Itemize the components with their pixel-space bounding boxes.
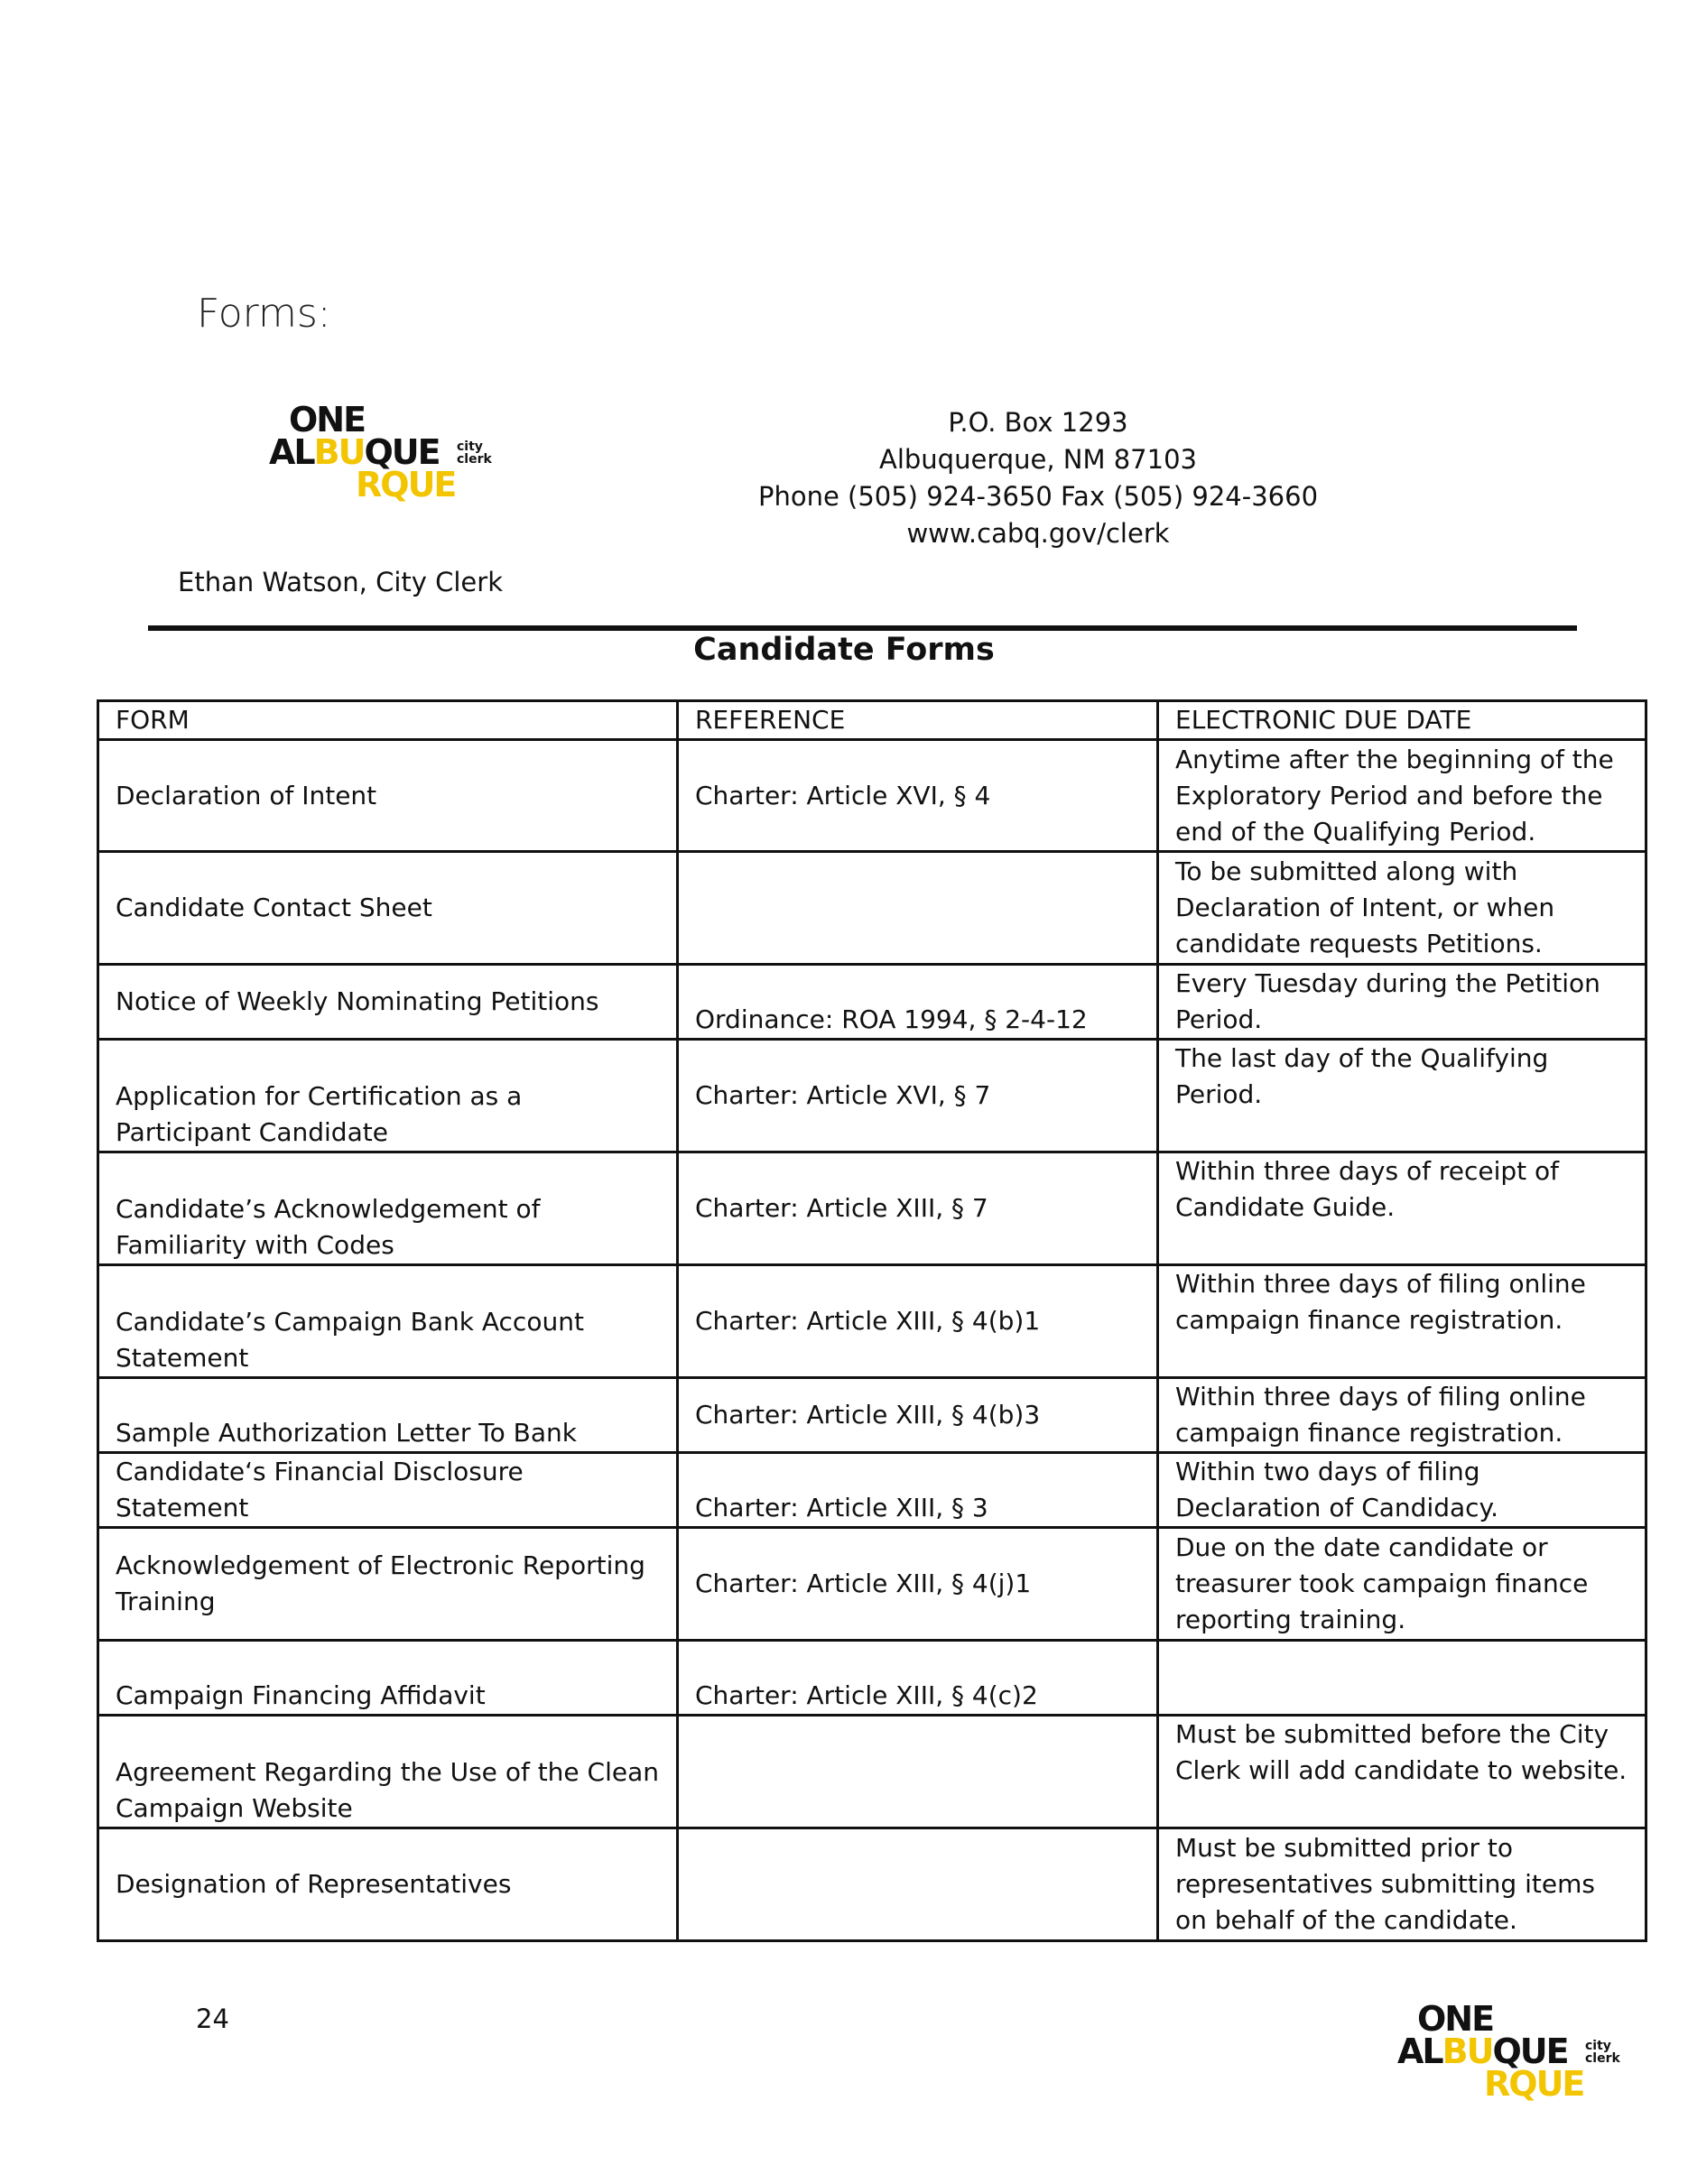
table-row bbox=[98, 1716, 1646, 1828]
logo-sub-city: city bbox=[457, 440, 483, 454]
candidate-forms-table bbox=[97, 699, 1647, 1942]
logo-line-one: ONE bbox=[1417, 1999, 1494, 2039]
logo-line-rque: RQUE bbox=[356, 465, 456, 504]
cell-due: Anytime after the beginning of the Exploratory Period and before the end of the Qualifying Period. bbox=[1158, 740, 1646, 852]
city-clerk-name: Ethan Watson, City Clerk bbox=[178, 567, 503, 597]
cell-form: Sample Authorization Letter To Bank bbox=[98, 1378, 678, 1453]
logo-sub-city: city bbox=[1585, 2039, 1611, 2053]
cell-due: Within three days of filing online campaign finance registration. bbox=[1158, 1265, 1646, 1378]
cell-due: Within two days of filing Declaration of Candidacy. bbox=[1158, 1453, 1646, 1528]
cell-reference: Charter: Article XIII, § 4(j)1 bbox=[678, 1528, 1158, 1641]
logo-line-albuque: ALBUQUE bbox=[1397, 2031, 1568, 2071]
table-title: Candidate Forms bbox=[693, 632, 995, 668]
header-due-date: ELECTRONIC DUE DATE bbox=[1158, 701, 1646, 740]
cell-reference: Charter: Article XIII, § 7 bbox=[678, 1152, 1158, 1265]
table-row bbox=[98, 1265, 1646, 1378]
cell-form: Campaign Financing Affidavit bbox=[98, 1641, 678, 1716]
logo-line-albuque: ALBUQUE bbox=[269, 432, 440, 472]
address-po-box: P.O. Box 1293 bbox=[948, 407, 1128, 438]
logo-sub-clerk: clerk bbox=[1585, 2051, 1620, 2066]
cell-due: Within three days of filing online campaign finance registration. bbox=[1158, 1378, 1646, 1453]
cell-reference bbox=[678, 1716, 1158, 1828]
table-row bbox=[98, 1453, 1646, 1528]
cell-form: Candidate‘s Financial Disclosure Statement bbox=[98, 1453, 678, 1528]
header-form: FORM bbox=[98, 701, 678, 740]
cell-reference: Ordinance: ROA 1994, § 2-4-12 bbox=[678, 965, 1158, 1040]
table-row bbox=[98, 1528, 1646, 1641]
one-albuquerque-footer-logo bbox=[1397, 1999, 1632, 2104]
cell-reference: Charter: Article XIII, § 4(b)3 bbox=[678, 1378, 1158, 1453]
cell-due bbox=[1158, 1641, 1646, 1716]
cell-reference: Charter: Article XVI, § 4 bbox=[678, 740, 1158, 852]
logo-line-rque: RQUE bbox=[1484, 2064, 1584, 2104]
header-reference: REFERENCE bbox=[678, 701, 1158, 740]
cell-reference: Charter: Article XIII, § 4(b)1 bbox=[678, 1265, 1158, 1378]
header-divider bbox=[148, 625, 1577, 631]
office-address bbox=[740, 404, 1336, 552]
table-row bbox=[98, 740, 1646, 852]
cell-due: Must be submitted prior to representatives submitting items on behalf of the candidate. bbox=[1158, 1828, 1646, 1941]
table-row bbox=[98, 965, 1646, 1040]
cell-form: Declaration of Intent bbox=[98, 740, 678, 852]
address-city: Albuquerque, NM 87103 bbox=[879, 444, 1197, 475]
cell-form: Application for Certification as a Participant Candidate bbox=[98, 1040, 678, 1152]
page-number: 24 bbox=[196, 2004, 229, 2034]
cell-form: Candidate’s Acknowledgement of Familiarity with Codes bbox=[98, 1152, 678, 1265]
table-row bbox=[98, 1152, 1646, 1265]
cell-form: Candidate’s Campaign Bank Account Statement bbox=[98, 1265, 678, 1378]
section-label: Forms: bbox=[197, 291, 331, 337]
table-row bbox=[98, 1641, 1646, 1716]
address-website: www.cabq.gov/clerk bbox=[906, 518, 1170, 549]
cell-reference bbox=[678, 1828, 1158, 1941]
cell-due: The last day of the Qualifying Period. bbox=[1158, 1040, 1646, 1152]
cell-due: To be submitted along with Declaration of Intent, or when candidate requests Petitions. bbox=[1158, 852, 1646, 965]
table-header-row bbox=[98, 701, 1646, 740]
address-phone-fax: Phone (505) 924-3650 Fax (505) 924-3660 bbox=[757, 481, 1319, 512]
table-row bbox=[98, 1828, 1646, 1941]
cell-due: Within three days of receipt of Candidate Guide. bbox=[1158, 1152, 1646, 1265]
logo-line-one: ONE bbox=[289, 400, 366, 440]
cell-reference: Charter: Article XIII, § 4(c)2 bbox=[678, 1641, 1158, 1716]
cell-reference: Charter: Article XIII, § 3 bbox=[678, 1453, 1158, 1528]
cell-form: Acknowledgement of Electronic Reporting Training bbox=[98, 1528, 678, 1641]
cell-due: Must be submitted before the City Clerk will add candidate to website. bbox=[1158, 1716, 1646, 1828]
cell-form: Candidate Contact Sheet bbox=[98, 852, 678, 965]
cell-reference bbox=[678, 852, 1158, 965]
table-row bbox=[98, 1040, 1646, 1152]
table-row bbox=[98, 1378, 1646, 1453]
cell-form: Notice of Weekly Nominating Petitions bbox=[98, 965, 678, 1040]
table-row bbox=[98, 852, 1646, 965]
cell-reference: Charter: Article XVI, § 7 bbox=[678, 1040, 1158, 1152]
cell-form: Agreement Regarding the Use of the Clean Campaign Website bbox=[98, 1716, 678, 1828]
logo-sub-clerk: clerk bbox=[457, 452, 492, 467]
one-albuquerque-logo bbox=[269, 400, 504, 504]
cell-due: Every Tuesday during the Petition Period. bbox=[1158, 965, 1646, 1040]
cell-due: Due on the date candidate or treasurer took campaign finance reporting training. bbox=[1158, 1528, 1646, 1641]
cell-form: Designation of Representatives bbox=[98, 1828, 678, 1941]
